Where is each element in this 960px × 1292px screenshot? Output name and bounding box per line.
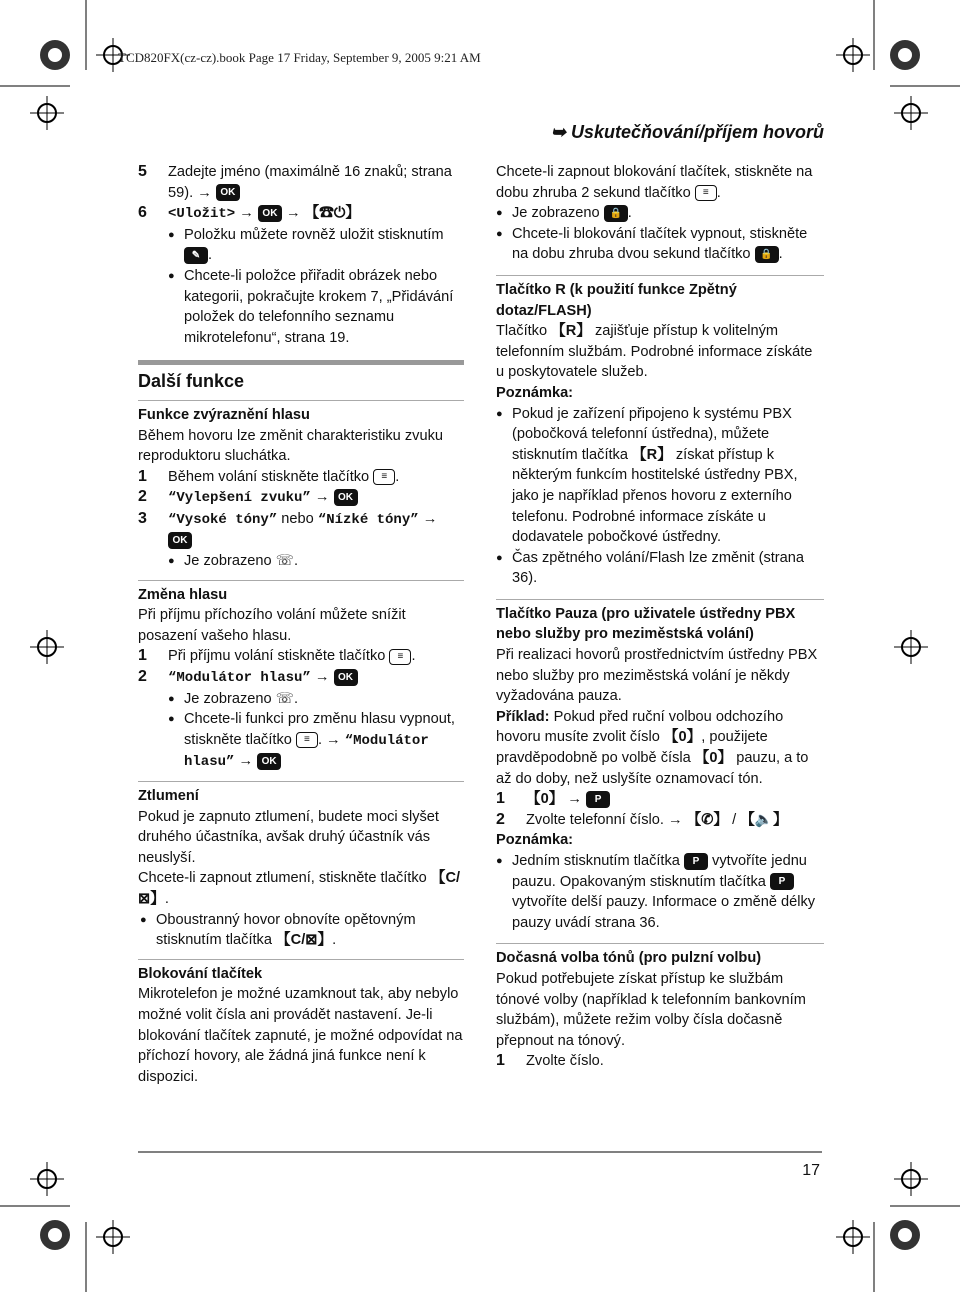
zmena-step-2: 2 “Modulátor hlasu” → OK <box>138 667 464 689</box>
phone-icon: ➥ <box>550 122 566 142</box>
heading-dalsi-funkce: Další funkce <box>138 360 464 392</box>
zmena-bullet-1: ● Je zobrazeno ☏. <box>168 689 464 710</box>
book-header: TCD820FX(cz-cz).book Page 17 Friday, September 9, 2005 9:21 AM <box>118 50 481 65</box>
paragraph-ztlumeni: Pokud je zapnuto ztlumení, budete moci slyšet druhého účastníka, avšak druhý účastník vás neuslyší. <box>138 808 439 866</box>
tone-step-1: 1 Zvolte číslo. <box>496 1052 604 1070</box>
ok-key-icon: OK <box>258 205 282 222</box>
crosshair-mark-icon <box>30 1162 64 1196</box>
zvyr-step-3: 3 “Vysoké tóny” nebo “Nízké tóny” → OK <box>138 509 464 551</box>
note1-bullet-2: ● Čas zpětného volání/Flash lze změnit (strana 36). <box>496 548 824 589</box>
paragraph-r: Tlačítko 【R】 zajišťuje přístup k volitelným telefonním službám. Podrobné informace získáte u poskytovatele služeb. <box>496 323 813 381</box>
step-6: 6 <Uložit> → OK → 【☎⏻】 <box>138 204 360 223</box>
talk-key-icon: 【✆】 <box>686 811 729 828</box>
ok-key-icon: OK <box>257 753 281 770</box>
ok-key-icon: OK <box>216 184 240 201</box>
crosshair-mark-icon <box>30 630 64 664</box>
paragraph-ztlumeni-2: Chcete-li zapnout ztlumení, stiskněte tlačítko 【C/⊠】. <box>138 870 461 907</box>
note1-bullet-1: ● Pokud je zařízení připojeno k systému PBX (pobočková telefonní ústředna), můžete stisknutím tlačítka 【R】 získat přístup k některým funkcím hostitelské ústředny PBX, jako je například přenos hovoru z externího telefonu. Podrobné informace získáte u dodavatele pobočkové ústředny. <box>496 404 824 548</box>
ok-key-icon: OK <box>334 489 358 506</box>
speaker-key-icon: 【🔈】 <box>740 811 788 828</box>
paragraph-zvyrazneni: Během hovoru lze změnit charakteristiku zvuku reproduktoru sluchátka. <box>138 427 443 465</box>
note-label-1: Poznámka: <box>496 384 574 401</box>
pause-key-icon: P <box>684 853 708 870</box>
ok-key-icon: OK <box>334 669 358 686</box>
pause-key-icon: P <box>770 873 794 890</box>
zmena-bullet-2: ● Chcete-li funkci pro změnu hlasu vypnout, stiskněte tlačítko ≡ . → “Modulátor hlasu” → OK <box>168 709 464 773</box>
pause-key-icon: P <box>586 791 610 808</box>
save-key-icon: ✎ <box>184 247 208 264</box>
registration-target-icon <box>888 38 922 72</box>
heading-docasna-volba: Dočasná volba tónů (pro pulzní volbu) <box>496 943 824 969</box>
zvyr-step-1: 1 Během volání stiskněte tlačítko ≡ . <box>138 467 400 485</box>
pause-step-1: 1 【0】 → P <box>496 789 824 810</box>
menu-key-icon: ≡ <box>389 649 411 665</box>
registration-target-icon <box>38 1218 72 1252</box>
menu-key-icon: ≡ <box>296 732 318 748</box>
registration-target-icon <box>888 1218 922 1252</box>
lock-bullet-1: ● Je zobrazeno 🔒 . <box>496 203 824 224</box>
r-key-icon: 【R】 <box>632 446 672 463</box>
lock-icon: 🔒 <box>604 205 628 222</box>
r-key-icon: 【R】 <box>551 323 591 340</box>
zvyr-bullet: ● Je zobrazeno ☏. <box>168 551 464 572</box>
pause-step-2: 2 Zvolte telefonní číslo. → 【✆】 / 【🔈】 <box>496 810 788 828</box>
zero-key-icon: 【0】 <box>663 729 702 746</box>
note-label-2: Poznámka: <box>496 832 574 849</box>
lock-icon: 🔒 <box>755 246 779 263</box>
right-column <box>496 162 824 1072</box>
crosshair-mark-icon <box>30 96 64 130</box>
menu-key-icon: ≡ <box>373 469 395 485</box>
mute-key-icon: 【C/⊠】 <box>138 870 461 907</box>
registration-target-icon <box>38 38 72 72</box>
zvyr-step-2: 2 “Vylepšení zvuku” → OK <box>138 487 464 509</box>
step6-bullet-1: ● Položku můžete rovněž uložit stisknutím ✎ . <box>168 225 464 266</box>
crosshair-mark-icon <box>96 1220 130 1254</box>
paragraph-docasna-volba: Pokud potřebujete získat přístup ke službám tónové volby (například k telefonním bankovním službám), můžete režim volby čísla dočasně přepnout na tónový. <box>496 970 806 1049</box>
lock-bullet-2: ● Chcete-li blokování tlačítek vypnout, stiskněte na dobu zhruba dvou sekund tlačítko 🔒 . <box>496 224 824 265</box>
crosshair-mark-icon <box>836 38 870 72</box>
crosshair-mark-icon <box>894 96 928 130</box>
paragraph-lock-on: Chcete-li zapnout blokování tlačítek, stiskněte na dobu zhruba 2 sekund tlačítko ≡ . <box>496 164 813 201</box>
paragraph-priklad: Příklad: Pokud před ruční volbou odchozího hovoru musíte zvolit číslo 【0】, použijete pravděpodobně po volbě čísla 【0】 pauzu, a to až do doby, než uslyšíte oznamovací tón. <box>496 708 809 787</box>
heading-zvyrazneni: Funkce zvýraznění hlasu <box>138 400 464 426</box>
crosshair-mark-icon <box>894 1162 928 1196</box>
sound-icon: ☏ <box>275 553 294 570</box>
heading-blokovani: Blokování tlačítek <box>138 959 464 985</box>
paragraph-blokovani: Mikrotelefon je možné uzamknout tak, aby nebylo možné volit čísla ani provádět nastavení. Je-li blokování tlačítek zapnuté, je možné odpovídat na příchozí hovory, ale žádná jiná funkce není k dispozici. <box>138 986 463 1085</box>
zero-key-icon: 【0】 <box>526 791 564 808</box>
zmena-step-1: 1 Při příjmu volání stiskněte tlačítko ≡ . <box>138 647 416 665</box>
heading-tlacitko-r: Tlačítko R (k použití funkce Zpětný dotaz/FLASH) <box>496 275 824 321</box>
ztlumeni-bullet: ● Oboustranný hovor obnovíte opětovným stisknutím tlačítka 【C/⊠】. <box>140 910 464 951</box>
paragraph-pauza: Při realizaci hovorů prostřednictvím ústředny PBX nebo služby pro meziměstská volání je někdy vyžadována pauza. <box>496 647 818 705</box>
page-number: 17 <box>802 1162 820 1179</box>
section-title: ➥ Uskutečňování/příjem hovorů <box>550 122 824 142</box>
left-column <box>138 162 464 1087</box>
step-5: 5 Zadejte jméno (maximálně 16 znaků; strana 59). → OK <box>138 163 452 201</box>
ok-key-icon: OK <box>168 532 192 549</box>
mute-key-icon: 【C/⊠】 <box>276 932 333 949</box>
heading-zmena-hlasu: Změna hlasu <box>138 580 464 606</box>
menu-key-icon: ≡ <box>695 185 717 201</box>
off-key-icon: 【☎⏻】 <box>304 205 360 222</box>
crosshair-mark-icon <box>894 630 928 664</box>
paragraph-zmena: Při příjmu příchozího volání můžete snížit posazení vašeho hlasu. <box>138 607 406 644</box>
step6-bullet-2: ● Chcete-li položce přiřadit obrázek nebo kategorii, pokračujte krokem 7, „Přidávání položek do telefonního seznamu mikrotelefonu“, strana 19. <box>168 266 464 348</box>
heading-pauza: Tlačítko Pauza (pro uživatele ústředny PBX nebo služby pro meziměstská volání) <box>496 599 824 645</box>
voice-icon: ☏ <box>275 690 294 707</box>
note2-bullet: ● Jedním stisknutím tlačítka P vytvoříte jednu pauzu. Opakovaným stisknutím tlačítka P vytvoříte delší pauzy. Informace o změně délky pauzy uvádí strana 36. <box>496 851 824 933</box>
heading-ztlumeni: Ztlumení <box>138 781 464 807</box>
crosshair-mark-icon <box>836 1220 870 1254</box>
zero-key-icon: 【0】 <box>694 750 733 767</box>
